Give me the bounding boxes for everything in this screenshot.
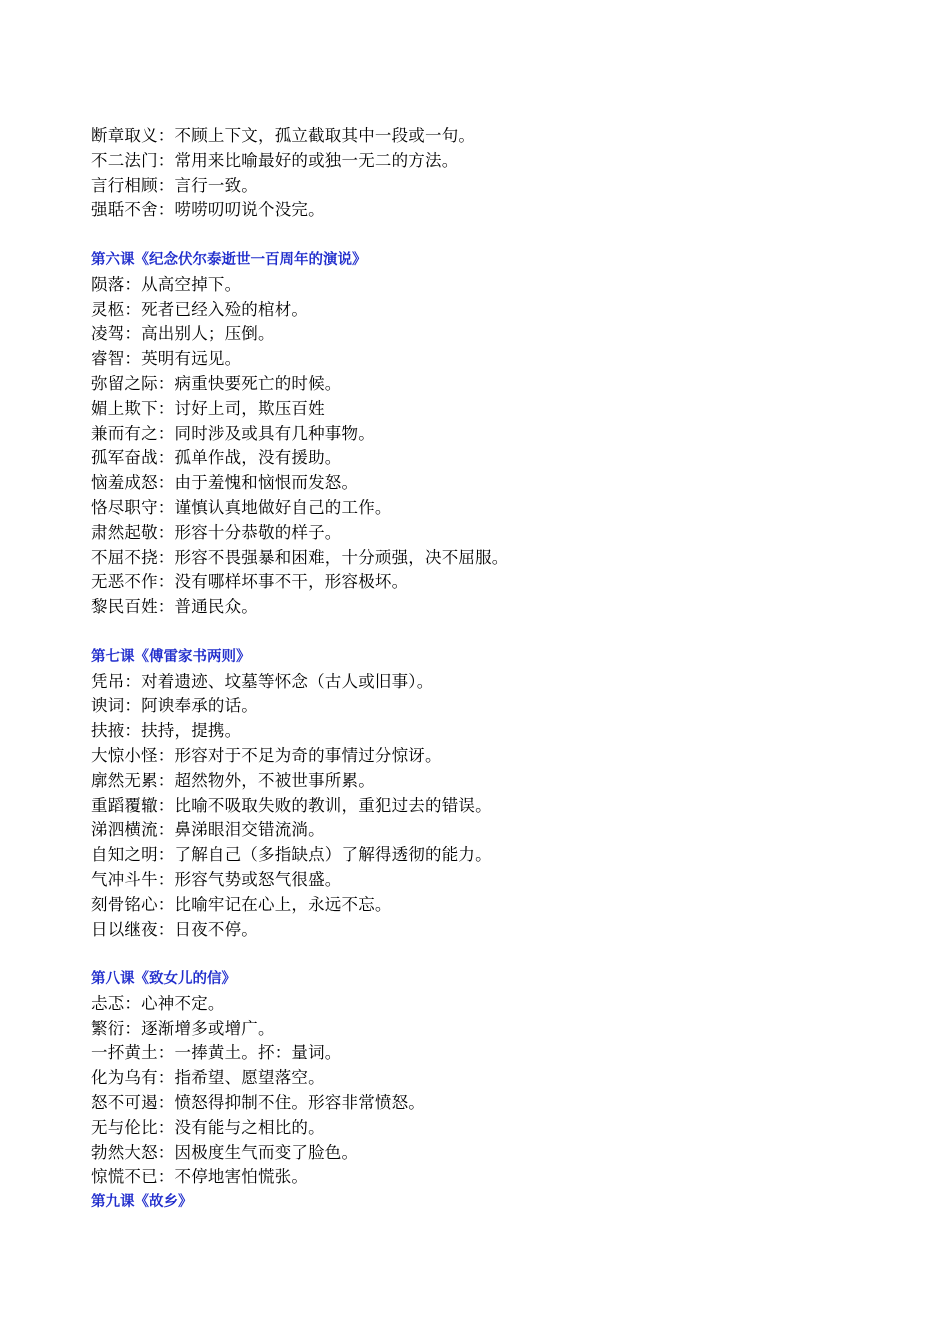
lesson6-title: 第六课《纪念伏尔泰逝世一百周年的演说》 [91,251,367,268]
vocab-line: 孤军奋战：孤单作战，没有援助。 [91,448,342,468]
vocab-line: 睿智：英明有远见。 [91,349,242,369]
vocab-line: 凌驾：高出别人；压倒。 [91,324,275,344]
vocab-line: 谀词：阿谀奉承的话。 [91,696,258,716]
vocab-line: 肃然起敬：形容十分恭敬的样子。 [91,522,342,542]
vocab-line: 忐忑：心神不定。 [91,993,225,1013]
lesson9-title: 第九课《故乡》 [91,1194,193,1211]
vocab-line: 凭吊：对着遗迹、坟墓等怀念（古人或旧事）。 [91,671,434,691]
vocab-line: 陨落：从高空掉下。 [91,274,242,294]
vocab-line: 言行相顾：言行一致。 [91,175,258,195]
lesson7-section [91,645,911,943]
vocab-line: 一抔黄土：一捧黄土。抔：量词。 [91,1043,342,1063]
vocab-line: 媚上欺下：讨好上司，欺压百姓 [91,398,325,418]
section-gap [91,223,911,248]
vocab-line: 无恶不作：没有哪样坏事不干，形容极坏。 [91,572,409,592]
vocab-line: 不屈不挠：形容不畏强暴和困难，十分顽强，决不屈服。 [91,547,509,567]
lesson9-section [91,1190,911,1215]
vocab-line: 大惊小怪：形容对于不足为奇的事情过分惊讶。 [91,745,442,765]
vocab-line: 惊慌不已：不停地害怕慌张。 [91,1167,309,1187]
vocab-line: 无与伦比：没有能与之相比的。 [91,1117,325,1137]
intro-section [91,124,911,223]
vocab-line: 灵柩：死者已经入殓的棺材。 [91,299,309,319]
vocab-line: 气冲斗牛：形容气势或怒气很盛。 [91,869,342,889]
lesson8-section [91,967,911,1190]
vocab-line: 勃然大怒：因极度生气而变了脸色。 [91,1142,359,1162]
vocab-line: 扶掖：扶持，提携。 [91,721,242,741]
lesson8-title: 第八课《致女儿的信》 [91,971,236,988]
vocab-line: 恼羞成怒：由于羞愧和恼恨而发怒。 [91,473,359,493]
vocab-line: 恪尽职守：谨慎认真地做好自己的工作。 [91,497,392,517]
lesson7-title: 第七课《傅雷家书两则》 [91,648,251,665]
vocab-line: 刻骨铭心：比喻牢记在心上，永远不忘。 [91,894,392,914]
vocab-line: 涕泗横流：鼻涕眼泪交错流淌。 [91,820,325,840]
vocab-line: 断章取义：不顾上下文，孤立截取其中一段或一句。 [91,126,476,145]
vocab-line: 日以继夜：日夜不停。 [91,919,258,939]
vocab-line: 繁衍：逐渐增多或增广。 [91,1018,275,1038]
vocab-line: 不二法门：常用来比喻最好的或独一无二的方法。 [91,150,459,170]
vocab-line: 廓然无累：超然物外，不被世事所累。 [91,770,375,790]
section-gap [91,620,911,645]
section-gap [91,942,911,967]
lesson6-section [91,248,911,620]
vocab-line: 强聒不舍：唠唠叨叨说个没完。 [91,200,325,220]
vocab-line: 化为乌有：指希望、愿望落空。 [91,1068,325,1088]
vocab-line: 黎民百姓：普通民众。 [91,597,258,617]
vocab-line: 怒不可遏：愤怒得抑制不住。形容非常愤怒。 [91,1093,425,1113]
vocab-line: 重蹈覆辙：比喻不吸取失败的教训，重犯过去的错误。 [91,795,492,815]
vocab-line: 弥留之际：病重快要死亡的时候。 [91,373,342,393]
vocab-line: 自知之明：了解自己（多指缺点）了解得透彻的能力。 [91,845,492,865]
vocab-line: 兼而有之：同时涉及或具有几种事物。 [91,423,375,443]
document-page [91,124,911,1215]
